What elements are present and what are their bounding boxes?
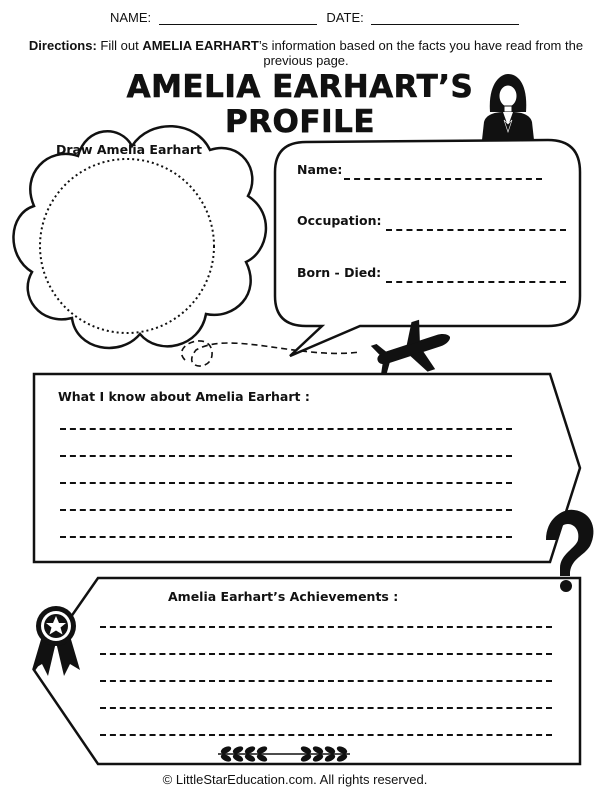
- title-line-1: AMELIA EARHART’S: [126, 69, 474, 105]
- know-line[interactable]: [60, 536, 512, 538]
- name-field-label: Name:: [297, 162, 343, 177]
- title-line-2: PROFILE: [224, 104, 376, 140]
- achievements-section-label: Amelia Earhart’s Achievements :: [168, 589, 399, 604]
- achievement-line[interactable]: [100, 626, 552, 628]
- achievements-panel: [34, 578, 580, 764]
- draw-label: Draw Amelia Earhart: [56, 142, 203, 157]
- know-line[interactable]: [60, 509, 512, 511]
- born-died-field-label: Born - Died:: [297, 265, 382, 280]
- occupation-field-line[interactable]: [386, 229, 566, 231]
- footer-copyright: © LittleStarEducation.com. All rights reserved.: [162, 772, 428, 787]
- know-line[interactable]: [60, 455, 512, 457]
- achievement-line[interactable]: [100, 680, 552, 682]
- directions-emphasis: AMELIA EARHART: [142, 38, 259, 53]
- directions-label: Directions:: [28, 38, 97, 53]
- flower-frame: [13, 126, 265, 348]
- directions: Directions: Fill out AMELIA EARHART’s information based on the facts you have read from the previous page.: [28, 38, 584, 68]
- date-label: DATE:: [326, 10, 364, 25]
- name-label: NAME:: [110, 10, 152, 25]
- occupation-field-label: Occupation:: [297, 213, 382, 228]
- achievement-line[interactable]: [100, 707, 552, 709]
- achievement-line[interactable]: [100, 653, 552, 655]
- achievement-line[interactable]: [100, 734, 552, 736]
- born-died-field-line[interactable]: [386, 281, 566, 283]
- know-line[interactable]: [60, 482, 512, 484]
- know-section-label: What I know about Amelia Earhart :: [58, 389, 310, 404]
- know-line[interactable]: [60, 428, 512, 430]
- woman-icon: [482, 74, 534, 140]
- flight-path: [182, 341, 360, 366]
- name-field-line[interactable]: [344, 178, 542, 180]
